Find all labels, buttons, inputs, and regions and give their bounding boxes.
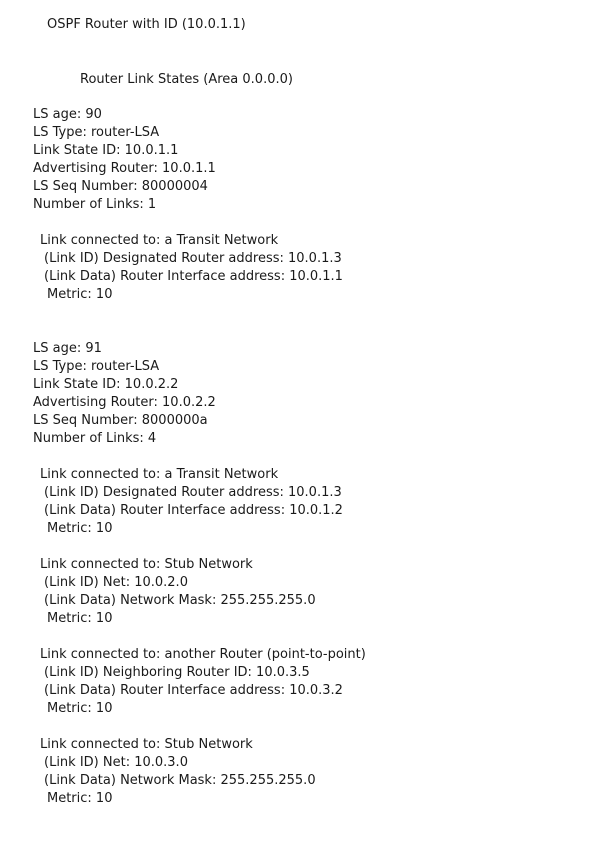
link-id: (Link ID) Net: 10.0.3.0 (44, 755, 188, 770)
link-data: (Link Data) Router Interface address: 10.0.3.2 (44, 683, 343, 698)
link-id: (Link ID) Designated Router address: 10.0.1.3 (44, 485, 342, 500)
ls-age: LS age: 90 (33, 107, 102, 122)
advertising-router: Advertising Router: 10.0.2.2 (33, 395, 216, 410)
link-metric: Metric: 10 (47, 521, 113, 536)
number-of-links: Number of Links: 4 (33, 431, 157, 446)
link-connected-to: Link connected to: another Router (point-to-point) (40, 647, 366, 662)
link-data: (Link Data) Router Interface address: 10.0.1.2 (44, 503, 343, 518)
ls-type: LS Type: router-LSA (33, 359, 160, 374)
ls-seq-number: LS Seq Number: 80000004 (33, 179, 208, 194)
link-connected-to: Link connected to: a Transit Network (40, 233, 279, 248)
link-metric: Metric: 10 (47, 611, 113, 626)
ls-type: LS Type: router-LSA (33, 125, 160, 140)
link-state-id: Link State ID: 10.0.1.1 (33, 143, 179, 158)
router-link-states-title: Router Link States (Area 0.0.0.0) (80, 72, 293, 87)
link-connected-to: Link connected to: Stub Network (40, 737, 253, 752)
link-id: (Link ID) Net: 10.0.2.0 (44, 575, 188, 590)
link-metric: Metric: 10 (47, 701, 113, 716)
number-of-links: Number of Links: 1 (33, 197, 157, 212)
link-data: (Link Data) Network Mask: 255.255.255.0 (44, 593, 316, 608)
link-id: (Link ID) Designated Router address: 10.0.1.3 (44, 251, 342, 266)
link-state-id: Link State ID: 10.0.2.2 (33, 377, 179, 392)
link-metric: Metric: 10 (47, 287, 113, 302)
link-id: (Link ID) Neighboring Router ID: 10.0.3.5 (44, 665, 310, 680)
link-connected-to: Link connected to: Stub Network (40, 557, 253, 572)
ls-age: LS age: 91 (33, 341, 102, 356)
link-data: (Link Data) Router Interface address: 10.0.1.1 (44, 269, 343, 284)
link-metric: Metric: 10 (47, 791, 113, 806)
ls-seq-number: LS Seq Number: 8000000a (33, 413, 208, 428)
router-title: OSPF Router with ID (10.0.1.1) (47, 17, 246, 32)
link-connected-to: Link connected to: a Transit Network (40, 467, 279, 482)
link-data: (Link Data) Network Mask: 255.255.255.0 (44, 773, 316, 788)
advertising-router: Advertising Router: 10.0.1.1 (33, 161, 216, 176)
